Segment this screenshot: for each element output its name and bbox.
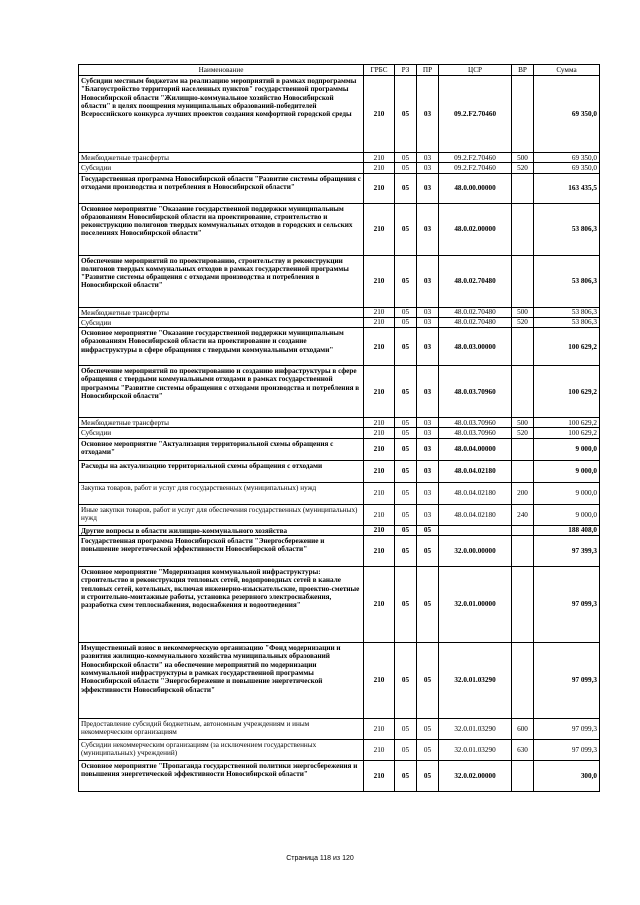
row-rz: 05 xyxy=(395,504,417,525)
row-sum: 100 629,2 xyxy=(534,418,600,428)
row-csr: 09.2.F2.70460 xyxy=(439,76,512,153)
row-vr xyxy=(512,328,534,366)
row-pr: 03 xyxy=(417,328,439,366)
row-sum: 9 000,0 xyxy=(534,504,600,525)
row-vr: 520 xyxy=(512,428,534,438)
row-name: Основное мероприятие "Актуализация территориальной схемы обращения с отходами" xyxy=(79,438,364,460)
row-csr: 48.0.04.02180 xyxy=(439,504,512,525)
row-pr: 03 xyxy=(417,76,439,153)
header-pr: ПР xyxy=(417,65,439,76)
table-row xyxy=(79,761,600,792)
row-name: Субсидии некоммерческим организациям (за исключением государственных (муниципальных) учреждений) xyxy=(79,740,364,761)
row-rz: 05 xyxy=(395,761,417,792)
row-vr xyxy=(512,643,534,719)
row-name: Субсидии xyxy=(79,317,364,327)
table-row xyxy=(79,438,600,460)
row-csr xyxy=(439,525,512,535)
row-csr: 32.0.01.00000 xyxy=(439,567,512,643)
row-sum: 97 399,3 xyxy=(534,536,600,567)
row-vr xyxy=(512,255,534,307)
row-rz: 05 xyxy=(395,366,417,418)
table-row xyxy=(79,719,600,740)
row-name: Основное мероприятие "Оказание государственной поддержки муниципальным образованиям Новосибирской области на проектирование, строительство и реконструкцию полигонов твердых коммунальных отходов в городских и сельских поселениях Новосибирской области" xyxy=(79,203,364,255)
row-rz: 05 xyxy=(395,328,417,366)
row-rz: 05 xyxy=(395,153,417,163)
table-row xyxy=(79,317,600,327)
table-row xyxy=(79,366,600,418)
row-rz: 05 xyxy=(395,438,417,460)
row-grbs: 210 xyxy=(364,255,395,307)
row-grbs: 210 xyxy=(364,482,395,504)
row-grbs: 210 xyxy=(364,525,395,535)
row-pr: 03 xyxy=(417,317,439,327)
table-row xyxy=(79,504,600,525)
row-vr: 600 xyxy=(512,719,534,740)
row-rz: 05 xyxy=(395,482,417,504)
row-vr xyxy=(512,536,534,567)
row-rz: 05 xyxy=(395,307,417,317)
row-name: Субсидии xyxy=(79,428,364,438)
row-grbs: 210 xyxy=(364,438,395,460)
row-sum: 9 000,0 xyxy=(534,438,600,460)
row-rz: 05 xyxy=(395,203,417,255)
row-sum: 97 099,3 xyxy=(534,719,600,740)
row-csr: 48.0.00.00000 xyxy=(439,173,512,203)
row-pr: 03 xyxy=(417,418,439,428)
row-sum: 69 350,0 xyxy=(534,76,600,153)
row-grbs: 210 xyxy=(364,460,395,482)
row-name: Основное мероприятие "Пропаганда государственной политики энергосбережения и повышения энергетической эффективности Новосибирской области" xyxy=(79,761,364,792)
row-pr: 05 xyxy=(417,567,439,643)
row-csr: 48.0.02.00000 xyxy=(439,203,512,255)
row-rz: 05 xyxy=(395,76,417,153)
row-csr: 09.2.F2.70460 xyxy=(439,153,512,163)
row-vr: 520 xyxy=(512,163,534,173)
row-name: Имущественный взнос в некоммерческую организацию "Фонд модернизации и развития жилищно-коммунального хозяйства муниципальных образований Новосибирской области" на обеспечение мероприятий по модернизации коммунальной инфраструктуры в рамках государственной программы Новосибирской области "Энергосбережение и повышение энергетической эффективности Новосибирской области" xyxy=(79,643,364,719)
row-name: Иные закупки товаров, работ и услуг для обеспечения государственных (муниципальных) нужд xyxy=(79,504,364,525)
row-csr: 32.0.02.00000 xyxy=(439,761,512,792)
row-rz: 05 xyxy=(395,719,417,740)
row-name: Межбюджетные трансферты xyxy=(79,307,364,317)
row-sum: 53 806,3 xyxy=(534,317,600,327)
row-sum: 9 000,0 xyxy=(534,460,600,482)
row-pr: 05 xyxy=(417,719,439,740)
row-sum: 97 099,3 xyxy=(534,643,600,719)
row-sum: 163 435,5 xyxy=(534,173,600,203)
row-grbs: 210 xyxy=(364,418,395,428)
row-sum: 97 099,3 xyxy=(534,740,600,761)
row-pr: 05 xyxy=(417,525,439,535)
table-row xyxy=(79,536,600,567)
row-pr: 03 xyxy=(417,482,439,504)
row-pr: 03 xyxy=(417,460,439,482)
row-csr: 48.0.04.02180 xyxy=(439,460,512,482)
row-grbs: 210 xyxy=(364,567,395,643)
row-grbs: 210 xyxy=(364,317,395,327)
row-rz: 05 xyxy=(395,317,417,327)
table-row xyxy=(79,567,600,643)
row-vr xyxy=(512,203,534,255)
row-vr: 200 xyxy=(512,482,534,504)
table-row xyxy=(79,418,600,428)
row-rz: 05 xyxy=(395,536,417,567)
row-grbs: 210 xyxy=(364,366,395,418)
row-sum: 53 806,3 xyxy=(534,307,600,317)
row-name: Основное мероприятие "Модернизация коммунальной инфраструктуры: строительство и реконструкция тепловых сетей, водопроводных сетей в канале тепловых сетей, котельных, включая инженерно-изыскательские, проектно-сметные и строительно-монтажные работы, установка резервного электроснабжения, разработка схем теплоснабжения, водоснабжения и водоотведения" xyxy=(79,567,364,643)
row-grbs: 210 xyxy=(364,740,395,761)
table-row xyxy=(79,76,600,153)
row-name: Обеспечение мероприятий по проектированию и созданию инфраструктуры в сфере обращения с твердыми коммунальными отходами в рамках государственной программы "Развитие системы обращения с отходами производства и потребления в Новосибирской области" xyxy=(79,366,364,418)
row-rz: 05 xyxy=(395,740,417,761)
row-pr: 05 xyxy=(417,761,439,792)
row-pr: 03 xyxy=(417,307,439,317)
row-name: Межбюджетные трансферты xyxy=(79,153,364,163)
row-name: Расходы на актуализацию территориальной схемы обращения с отходами xyxy=(79,460,364,482)
row-sum: 300,0 xyxy=(534,761,600,792)
row-name: Государственная программа Новосибирской области "Развитие системы обращения с отходами производства и потребления в Новосибирской области" xyxy=(79,173,364,203)
row-vr xyxy=(512,567,534,643)
row-grbs: 210 xyxy=(364,307,395,317)
row-csr: 48.0.04.00000 xyxy=(439,438,512,460)
row-csr: 09.2.F2.70460 xyxy=(439,163,512,173)
row-vr: 500 xyxy=(512,418,534,428)
row-name: Обеспечение мероприятий по проектированию, строительству и реконструкции полигонов твердых коммунальных отходов в рамках государственной программы "Развитие системы обращения с отходами производства и потребления в Новосибирской области" xyxy=(79,255,364,307)
row-grbs: 210 xyxy=(364,761,395,792)
table-row xyxy=(79,163,600,173)
row-grbs: 210 xyxy=(364,76,395,153)
header-sum: Сумма xyxy=(534,65,600,76)
header-name: Наименование xyxy=(79,65,364,76)
row-vr xyxy=(512,76,534,153)
row-vr xyxy=(512,761,534,792)
table-row xyxy=(79,460,600,482)
header-rz: РЗ xyxy=(395,65,417,76)
row-csr: 32.0.01.03290 xyxy=(439,643,512,719)
row-grbs: 210 xyxy=(364,643,395,719)
row-rz: 05 xyxy=(395,525,417,535)
table-row xyxy=(79,173,600,203)
row-grbs: 210 xyxy=(364,173,395,203)
row-sum: 69 350,0 xyxy=(534,153,600,163)
row-csr: 48.0.03.70960 xyxy=(439,428,512,438)
row-rz: 05 xyxy=(395,643,417,719)
table-row xyxy=(79,482,600,504)
row-pr: 03 xyxy=(417,163,439,173)
row-sum: 53 806,3 xyxy=(534,255,600,307)
row-rz: 05 xyxy=(395,163,417,173)
budget-table xyxy=(78,64,600,792)
row-sum: 100 629,2 xyxy=(534,328,600,366)
row-vr: 500 xyxy=(512,307,534,317)
row-sum: 100 629,2 xyxy=(534,366,600,418)
table-row xyxy=(79,740,600,761)
row-name: Предоставление субсидий бюджетным, автономным учреждениям и иным некоммерческим организациям xyxy=(79,719,364,740)
table-row xyxy=(79,307,600,317)
table-header-row xyxy=(79,65,600,76)
row-sum: 188 408,0 xyxy=(534,525,600,535)
row-grbs: 210 xyxy=(364,719,395,740)
row-rz: 05 xyxy=(395,567,417,643)
row-vr: 240 xyxy=(512,504,534,525)
row-pr: 03 xyxy=(417,203,439,255)
table-row xyxy=(79,428,600,438)
row-sum: 69 350,0 xyxy=(534,163,600,173)
row-csr: 48.0.03.70960 xyxy=(439,418,512,428)
row-pr: 03 xyxy=(417,173,439,203)
row-pr: 05 xyxy=(417,643,439,719)
row-pr: 03 xyxy=(417,366,439,418)
row-name: Закупка товаров, работ и услуг для государственных (муниципальных) нужд xyxy=(79,482,364,504)
row-pr: 03 xyxy=(417,428,439,438)
row-pr: 03 xyxy=(417,255,439,307)
row-grbs: 210 xyxy=(364,203,395,255)
table-row xyxy=(79,525,600,535)
row-vr xyxy=(512,366,534,418)
row-csr: 48.0.04.02180 xyxy=(439,482,512,504)
row-sum: 9 000,0 xyxy=(534,482,600,504)
row-rz: 05 xyxy=(395,173,417,203)
row-name: Другие вопросы в области жилищно-коммунального хозяйства xyxy=(79,525,364,535)
row-csr: 48.0.03.70960 xyxy=(439,366,512,418)
row-vr: 520 xyxy=(512,317,534,327)
row-grbs: 210 xyxy=(364,536,395,567)
row-sum: 97 099,3 xyxy=(534,567,600,643)
row-name: Субсидии местным бюджетам на реализацию мероприятий в рамках подпрограммы "Благоустройство территорий населенных пунктов" государственной программы Новосибирской области "Жилищно-коммунальное хозяйство Новосибирской области" в целях поощрения муниципальных образований-победителей Всероссийского конкурса лучших проектов создания комфортной городской среды xyxy=(79,76,364,153)
row-sum: 100 629,2 xyxy=(534,428,600,438)
row-grbs: 210 xyxy=(364,163,395,173)
row-grbs: 210 xyxy=(364,504,395,525)
row-name: Межбюджетные трансферты xyxy=(79,418,364,428)
row-name: Государственная программа Новосибирской области "Энергосбережение и повышение энергетической эффективности Новосибирской области" xyxy=(79,536,364,567)
row-name: Основное мероприятие "Оказание государственной поддержки муниципальным образованиям Новосибирской области на проектирование и создание инфраструктуры в сфере обращения с твердыми коммунальными отходами" xyxy=(79,328,364,366)
page-number: Страница 118 из 120 xyxy=(286,855,354,862)
row-grbs: 210 xyxy=(364,328,395,366)
row-vr xyxy=(512,460,534,482)
row-rz: 05 xyxy=(395,255,417,307)
row-grbs: 210 xyxy=(364,428,395,438)
table-row xyxy=(79,255,600,307)
header-csr: ЦСР xyxy=(439,65,512,76)
row-rz: 05 xyxy=(395,428,417,438)
header-grbs: ГРБС xyxy=(364,65,395,76)
table-row xyxy=(79,643,600,719)
row-vr: 630 xyxy=(512,740,534,761)
row-pr: 05 xyxy=(417,536,439,567)
row-rz: 05 xyxy=(395,460,417,482)
table-row xyxy=(79,153,600,163)
row-csr: 48.0.02.70480 xyxy=(439,255,512,307)
row-name: Субсидии xyxy=(79,163,364,173)
row-pr: 05 xyxy=(417,740,439,761)
row-csr: 32.0.00.00000 xyxy=(439,536,512,567)
row-vr xyxy=(512,173,534,203)
table-row xyxy=(79,328,600,366)
row-csr: 32.0.01.03290 xyxy=(439,740,512,761)
row-sum: 53 806,3 xyxy=(534,203,600,255)
table-body xyxy=(79,76,600,792)
row-pr: 03 xyxy=(417,153,439,163)
header-vr: ВР xyxy=(512,65,534,76)
row-csr: 48.0.03.00000 xyxy=(439,328,512,366)
row-pr: 03 xyxy=(417,504,439,525)
row-vr xyxy=(512,525,534,535)
row-rz: 05 xyxy=(395,418,417,428)
row-csr: 32.0.01.03290 xyxy=(439,719,512,740)
row-pr: 03 xyxy=(417,438,439,460)
table-row xyxy=(79,203,600,255)
row-csr: 48.0.02.70480 xyxy=(439,317,512,327)
row-grbs: 210 xyxy=(364,153,395,163)
row-csr: 48.0.02.70480 xyxy=(439,307,512,317)
row-vr: 500 xyxy=(512,153,534,163)
row-vr xyxy=(512,438,534,460)
